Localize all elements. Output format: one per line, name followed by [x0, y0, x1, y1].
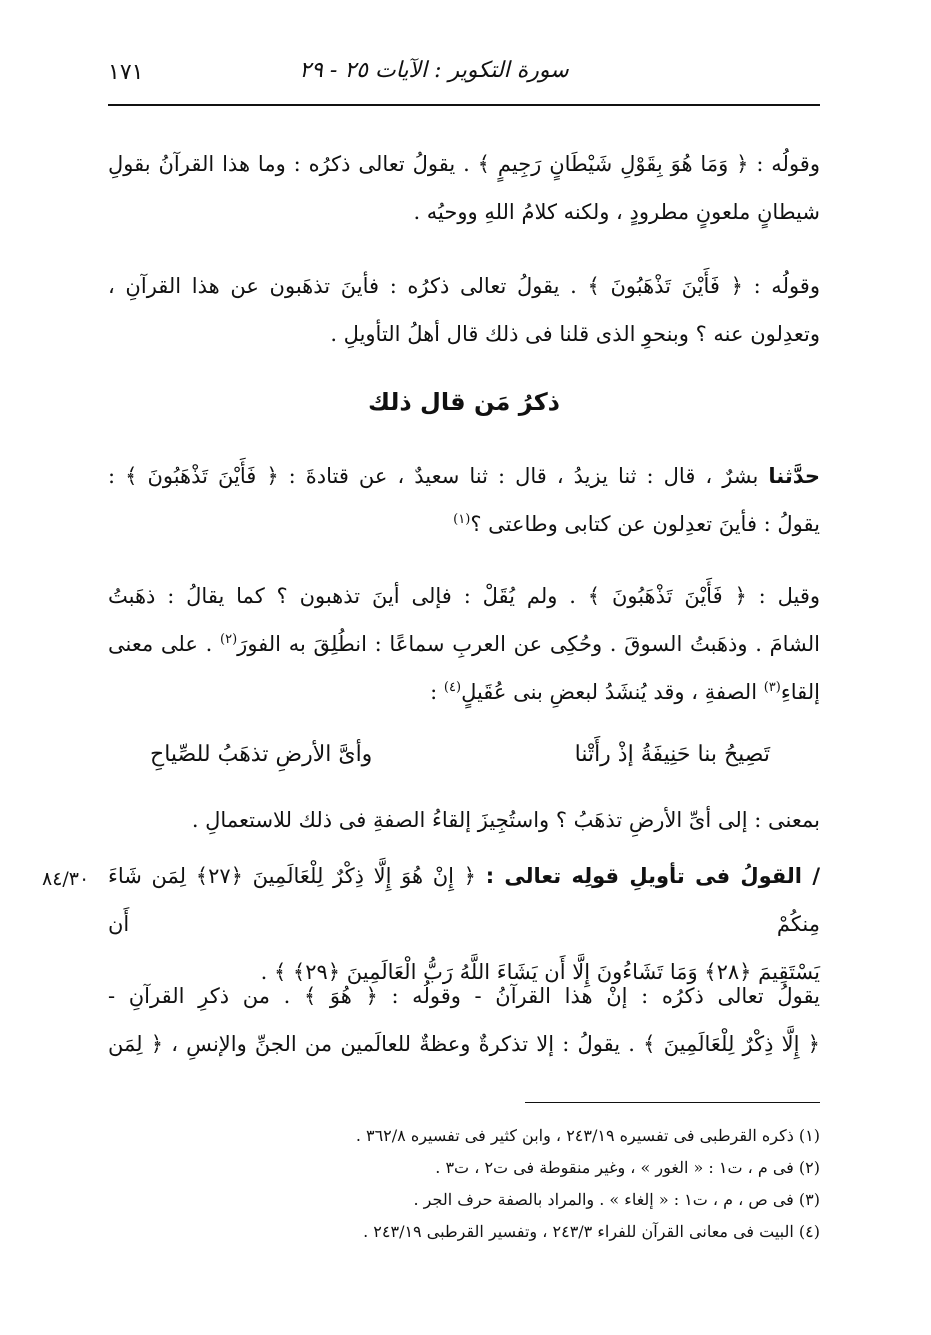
page-number: ١٧١ — [108, 60, 144, 85]
after-poem-paragraph — [108, 796, 820, 844]
hadith-paragraph — [108, 452, 820, 548]
footnote-ref: (٤) — [443, 680, 462, 695]
qila-text: إلقاءِ — [780, 680, 820, 704]
hadith-text: بشرٌ ، قال : ثنا يزيدُ ، قال : ثنا سعيدٌ ، عن قتادةَ : ﴿ فَأَيْنَ تَذْهَبُونَ ﴾ : — [108, 464, 769, 488]
footnote-ref: (٣) — [763, 680, 781, 695]
after-poem-line: بمعنى : إلى أىِّ الأرضِ تذهَبُ ؟ واستُجِيزَ إلقاءُ الصفةِ فى ذلك للاستعمالِ . — [191, 808, 820, 832]
footnotes — [108, 1120, 820, 1248]
footnote-ref: (٢) — [220, 632, 238, 647]
last-paragraph — [108, 972, 820, 1068]
paragraph-line: يقولُ تعالى ذكرُه : إنْ هذا القرآنُ - وقولُه : ﴿ هُوَ ﴾ . من ذكرِ القرآنِ - — [108, 984, 820, 1008]
poem-hemistich-2: وأىَّ الأرضِ تذهَبُ للصِّياحِ — [150, 742, 373, 767]
qila-text: الشامَ . وذهَبتُ السوقَ . وحُكِى عن العربِ سماعًا : انطُلِقَ به الفورَ — [237, 632, 820, 656]
hadith-lead: حدَّثنا — [768, 464, 820, 488]
footnote-4: (٤) البيت فى معانى القرآن للفراء ٢٤٣/٣ ، وتفسير القرطبى ٢٤٣/١٩ . — [363, 1222, 820, 1241]
running-header — [108, 58, 820, 102]
qila-text: الصفةِ ، وقد يُنشَدُ لبعضِ بنى عُقَيلٍ — [461, 680, 764, 704]
running-title: سورة التكوير : الآيات ٢٥ - ٢٩ — [299, 58, 569, 83]
qila-text: . على معنى — [108, 632, 221, 656]
poem-hemistich-1: تَصِيحُ بنا حَنِيفَةُ إذْ رأَتْنا — [574, 742, 770, 767]
section-heading: ذكرُ مَن قال ذلك — [368, 388, 560, 416]
footnote-1: (١) ذكره القرطبى فى تفسيره ٢٤٣/١٩ ، وابن كثير فى تفسيره ٣٦٢/٨ . — [355, 1126, 820, 1145]
qila-line-2 — [108, 620, 820, 668]
paragraph-1 — [108, 140, 820, 236]
poem-verse — [150, 742, 770, 782]
hadith-line-2 — [108, 500, 820, 548]
qawl-line-2: يَسْتَقِيمَ ﴿٢٨﴾ وَمَا تَشَاءُونَ إِلَّا أَن يَشَاءَ اللَّهُ رَبُّ الْعَالَمِينَ ﴿٢٩﴾ ﴾ . — [260, 960, 820, 984]
footnote-rule — [525, 1102, 820, 1103]
qila-line-1: وقيل : ﴿ فَأَيْنَ تَذْهَبُونَ ﴾ . ولم يُقَلْ : فإلى أينَ تذهبون ؟ كما يقالُ : ذهَبتُ — [108, 584, 820, 608]
qawl-line-1 — [108, 852, 820, 948]
paragraph-line: وتعدِلون عنه ؟ وبنحوِ الذى قلنا فى ذلك قال أهلُ التأويلِ . — [330, 322, 820, 346]
header-rule — [108, 104, 820, 106]
qawl-lead: / القولُ فى تأويلِ قولِه تعالى : — [485, 864, 820, 888]
qila-line-3 — [108, 668, 820, 716]
paragraph-line: ﴿ إِلَّا ذِكْرٌ لِلْعَالَمِينَ ﴾ . يقولُ : إلا تذكرةٌ وعظةٌ للعالَمين من الجنِّ والإنسِ ، ﴿ لِمَن — [108, 1032, 820, 1056]
paragraph-line: وقولُه : ﴿ فَأَيْنَ تَذْهَبُونَ ﴾ . يقولُ تعالى ذكرُه : فأينَ تذهَبون عن هذا القرآنِ ، — [108, 274, 820, 298]
qawl-verse: ﴿ إِنْ هُوَ إِلَّا ذِكْرٌ لِلْعَالَمِينَ ﴿٢٧﴾ لِمَن شَاءَ مِنكُمْ أَن — [108, 864, 820, 936]
hadith-line-1 — [108, 452, 820, 500]
qila-text: : — [430, 680, 444, 704]
margin-reference: ٨٤/٣٠ — [42, 868, 90, 890]
footnote-ref: (١) — [453, 512, 471, 527]
paragraph-line: وقولُه : ﴿ وَمَا هُوَ بِقَوْلِ شَيْطَانٍ رَجِيمٍ ﴾ . يقولُ تعالى ذكرُه : وما هذا القرآنُ بقولِ — [108, 152, 820, 176]
footnote-3: (٣) فى ص ، م ، ت١ : « إلغاء » . والمراد بالصفة حرف الجر . — [413, 1190, 820, 1209]
qila-paragraph — [108, 572, 820, 716]
paragraph-line: شيطانٍ ملعونٍ مطرودٍ ، ولكنه كلامُ اللهِ ووحيُه . — [413, 200, 820, 224]
paragraph-2 — [108, 262, 820, 358]
footnote-2: (٢) فى م ، ت١ : « الغور » ، وغير منقوطة فى ت٢ ، ت٣ . — [435, 1158, 820, 1177]
hadith-text-2: يقولُ : فأينَ تعدِلون عن كتابى وطاعتى ؟ — [470, 512, 820, 536]
